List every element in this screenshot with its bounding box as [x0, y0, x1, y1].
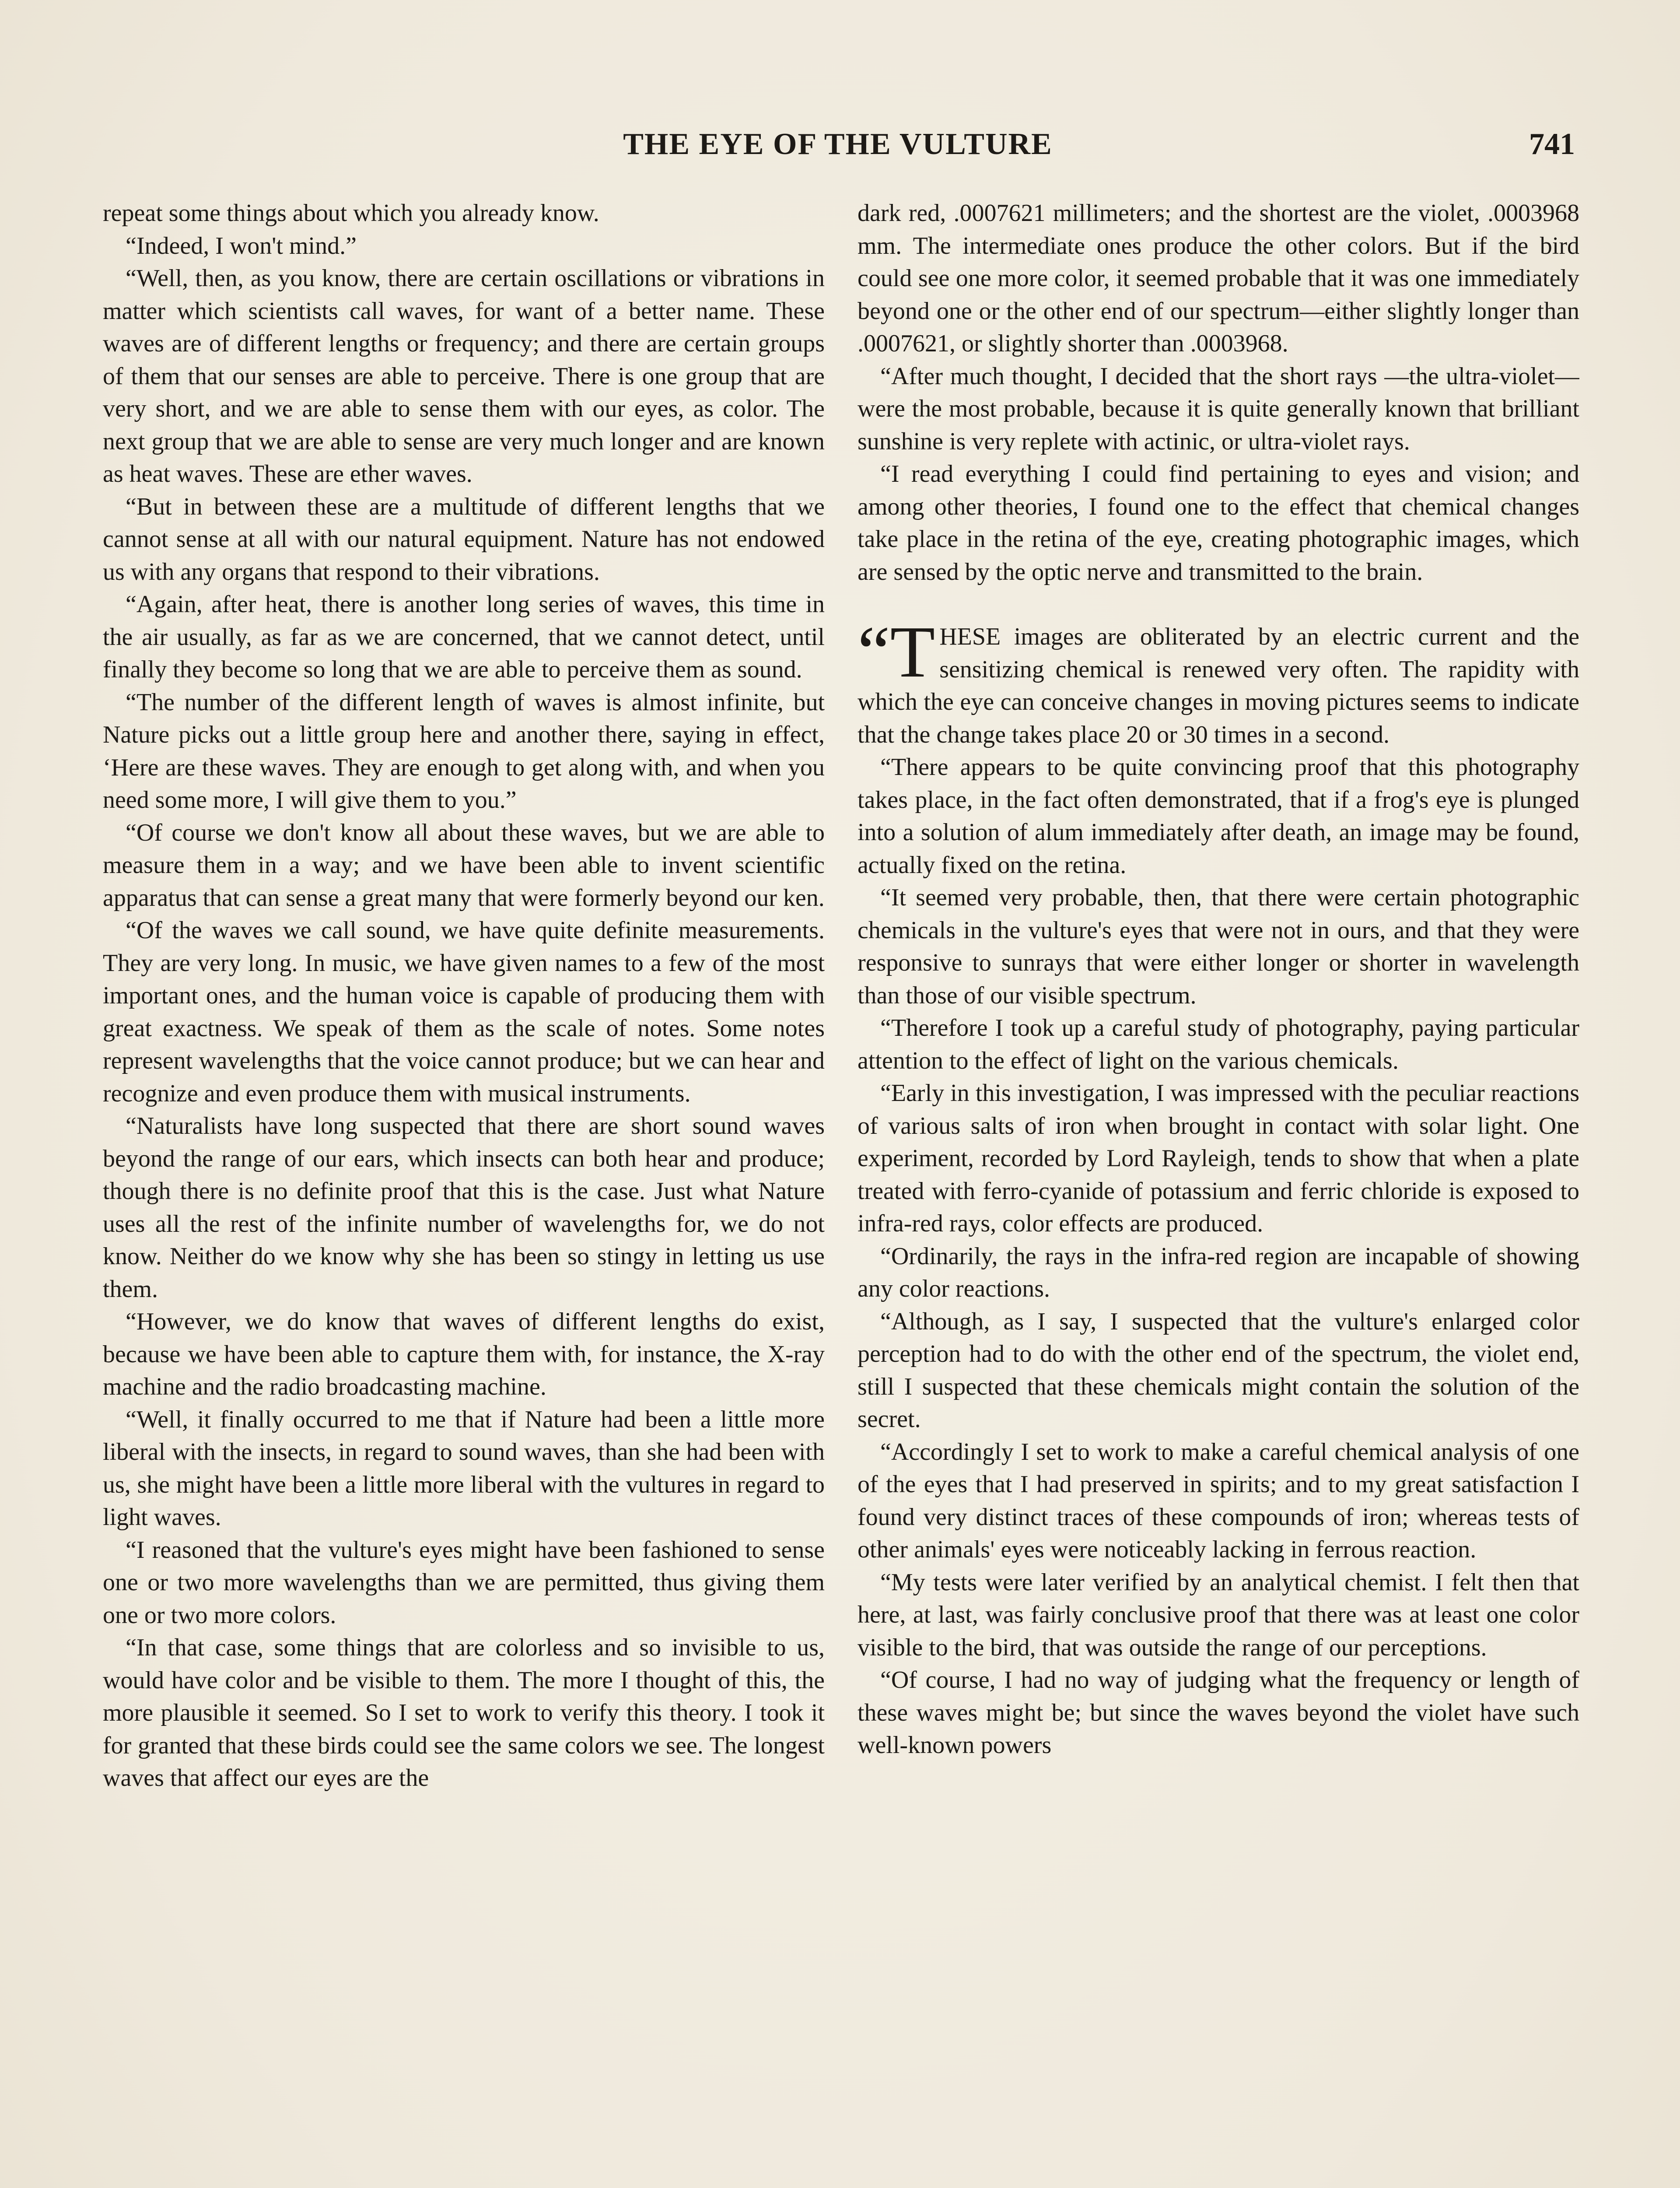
paragraph: “The number of the different length of waves is almost infinite, but Nature picks out a little group here and another there, saying in effect, ‘Here are these waves. They are enough to get along with, and when you need some more, I will give them to you.” [103, 688, 825, 813]
page-header [92, 127, 1584, 175]
paragraph: “Well, then, as you know, there are certain oscillations or vibrations in matter which scientists call waves, for want of a better name. These waves are of different lengths or frequency; and there are certain groups of them that our senses are able to perceive. There is one group that are very short, and we are able to sense them with our eyes, as color. The next group that we are able to sense are very much longer and are known as heat waves. These are ether waves. [103, 265, 825, 487]
paragraph: “I read everything I could find pertaining to eyes and vision; and among other theories, I found one to the effect that chemical changes take place in the retina of the eye, creating photographic images, which are sensed by the optic nerve and transmitted to the brain. [858, 460, 1579, 586]
paragraph: “After much thought, I decided that the short rays —the ultra-violet—were the most probable, because it is quite generally known that brilliant sunshine is very replete with actinic, or ultra-violet rays. [858, 362, 1579, 455]
paragraph: “Naturalists have long suspected that there are short sound waves beyond the range of our ears, which insects can both hear and produce; though there is no definite proof that this is the case. Just what Nature uses all the rest of the infinite number of wavelengths for, we do not know. Neither do we know why she has been so stingy in letting us use them. [103, 1112, 825, 1303]
paragraph: “My tests were later verified by an analytical chemist. I felt then that here, at last, was fairly conclusive proof that there was at least one color visible to the bird, that was outside the range of our perceptions. [858, 1568, 1579, 1661]
paragraph: “Of the waves we call sound, we have quite definite measurements. They are very long. In music, we have given names to a few of the most important ones, and the human voice is capable of producing them with great exactness. We speak of them as the scale of notes. Some notes represent wavelengths that the voice cannot produce; but we can hear and recognize and even produce them with musical instruments. [103, 917, 825, 1107]
paragraph: “Early in this investigation, I was impressed with the peculiar reactions of various salts of iron when brought in contact with solar light. One experiment, recorded by Lord Rayleigh, tends to show that when a plate treated with ferro-cyanide of potassium and ferric chloride is exposed to infra-red rays, color effects are produced. [858, 1080, 1579, 1237]
drop-cap [858, 611, 935, 693]
paragraph: “But in between these are a multitude of different lengths that we cannot sense at all with our natural equipment. Nature has not endowed us with any organs that respond to their vibrations. [103, 493, 825, 586]
drop-cap-letter: T [890, 611, 935, 693]
section-break [858, 588, 1579, 621]
paragraph: “There appears to be quite convincing proof that this photography takes place, in the fact often demonstrated, that if a frog's eye is plunged into a solution of alum immediately after death, an image may be found, actually fixed on the retina. [858, 754, 1579, 879]
paragraph: “Again, after heat, there is another long series of waves, this time in the air usually, as far as we are concerned, that we cannot detect, until finally they become so long that we are able to perceive them as sound. [103, 591, 825, 683]
paragraph: “I reasoned that the vulture's eyes might have been fashioned to sense one or two more wavelengths than we are permitted, thus giving them one or two more colors. [103, 1536, 825, 1629]
paragraph: “It seemed very probable, then, that there were certain photographic chemicals in the vulture's eyes that were not in ours, and that they were responsive to sunrays that were either longer or shorter in wavelength than those of our visible spectrum. [858, 884, 1579, 1009]
paragraph: “Well, it finally occurred to me that if Nature had been a little more liberal with the insects, in regard to sound waves, than she had been with us, she might have been a little more liberal with the vultures in regard to light waves. [103, 1406, 825, 1531]
paragraph: “Of course, I had no way of judging what the frequency or length of these waves might be; but since the waves beyond the violet have such well-known powers [858, 1666, 1579, 1759]
dropcap-paragraph-text: HESE images are obliterated by an electric current and the sensitizing chemical is renewed very often. The rapidity with which the eye can conceive changes in moving pictures seems to indicate that the change takes place 20 or 30 times in a second. [858, 623, 1579, 748]
drop-cap-quote: “ [858, 611, 890, 693]
paragraph: “Accordingly I set to work to make a careful chemical analysis of one of the eyes that I had preserved in spirits; and to my great satisfaction I found very distinct traces of these compounds of iron; whereas tests of other animals' eyes were noticeably lacking in ferrous reaction. [858, 1438, 1579, 1563]
right-column [858, 197, 1579, 2188]
dropcap-paragraph [858, 611, 1579, 751]
paragraph: “Ordinarily, the rays in the infra-red region are incapable of showing any color reactions. [858, 1242, 1579, 1302]
page-number: 741 [1529, 127, 1575, 161]
paragraph: dark red, .0007621 millimeters; and the shortest are the violet, .0003968 mm. The intermediate ones produce the other colors. But if the bird could see one more color, it seemed probable that it was one immediately beyond one or the other end of our spectrum—either slightly longer than .0007621, or slightly shorter than .0003968. [858, 200, 1579, 357]
paragraph: “Although, as I say, I suspected that the vulture's enlarged color perception had to do with the other end of the spectrum, the violet end, still I suspected that these chemicals might contain the solution of the secret. [858, 1308, 1579, 1433]
paragraph: “In that case, some things that are colorless and so invisible to us, would have color and be visible to them. The more I thought of this, the more plausible it seemed. So I set to work to verify this theory. I took it for granted that these birds could see the same colors we see. The longest waves that affect our eyes are the [103, 1634, 825, 1792]
paragraph: “Therefore I took up a careful study of photography, paying particular attention to the effect of light on the various chemicals. [858, 1014, 1579, 1074]
paragraph: “Indeed, I won't mind.” [126, 232, 357, 259]
paragraph: “However, we do know that waves of different lengths do exist, because we have been able to capture them with, for instance, the X-ray machine and the radio broadcasting machine. [103, 1308, 825, 1400]
paragraph: repeat some things about which you already know. [103, 200, 599, 227]
paragraph: “Of course we don't know all about these waves, but we are able to measure them in a way; and we have been able to invent scientific apparatus that can sense a great many that were formerly beyond our ken. [103, 819, 825, 912]
running-title: THE EYE OF THE VULTURE [623, 127, 1053, 161]
left-column [103, 197, 825, 2188]
